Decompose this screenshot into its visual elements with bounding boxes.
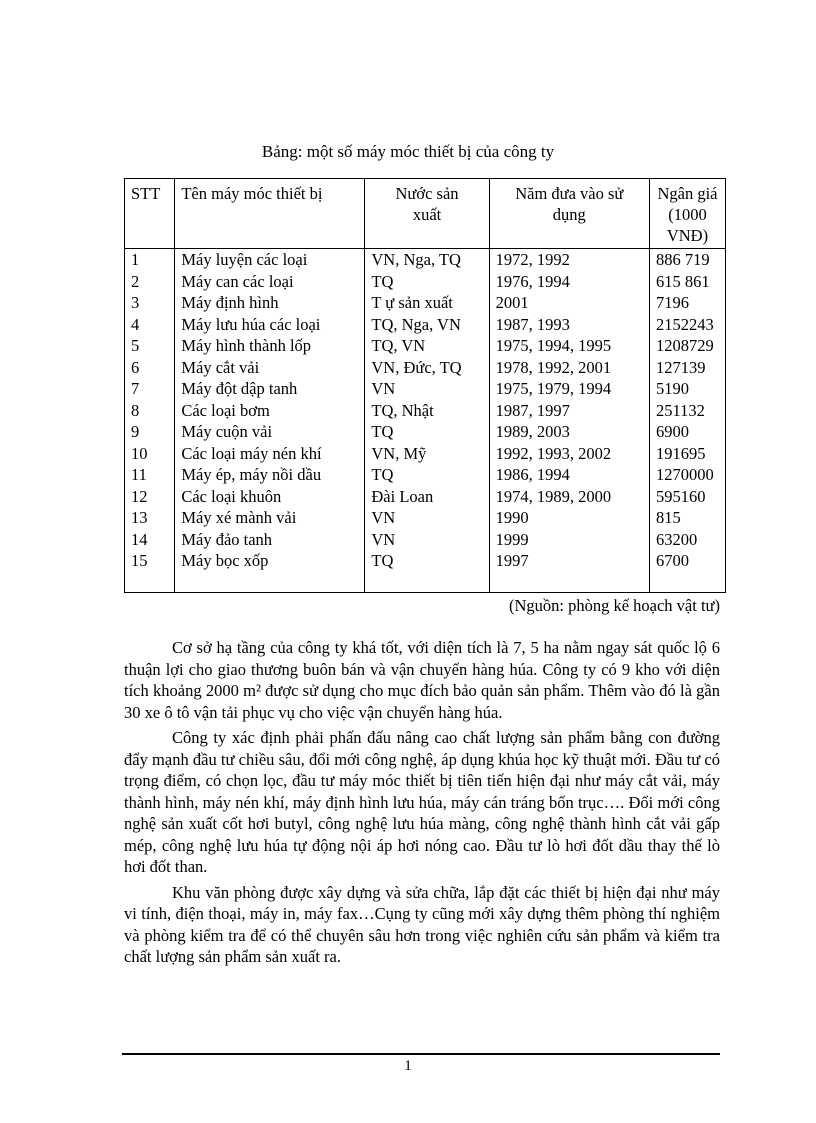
- table-row: [125, 443, 726, 465]
- cell-stt: 2: [125, 271, 175, 293]
- header-country-line: Nước sản: [395, 184, 459, 203]
- table-row: [125, 486, 726, 508]
- cell-price: 6900: [649, 421, 725, 443]
- cell-year: 1974, 1989, 2000: [489, 486, 649, 508]
- cell-name: Máy định hình: [175, 292, 365, 314]
- cell-country: TQ, VN: [365, 335, 489, 357]
- cell-year: 1975, 1994, 1995: [489, 335, 649, 357]
- cell-name: Máy cuộn vải: [175, 421, 365, 443]
- cell-stt: 11: [125, 464, 175, 486]
- cell-price: 191695: [649, 443, 725, 465]
- cell-name: Các loại bơm: [175, 400, 365, 422]
- paragraph: Khu văn phòng được xây dựng và sửa chữa, lắp đặt các thiết bị hiện đại như máy vi tính, điện thoại, máy in, máy fax…Cụng ty cũng mới xây dựng thêm phòng thí nghiệm và phòng kiểm tra để có thể chuyên sâu hơn trong việc nghiên cứu sản phẩm và kiểm tra chất lượng sản phẩm sản xuất ra.: [124, 882, 720, 966]
- cell-year: 1987, 1993: [489, 314, 649, 336]
- header-price-line: (1000: [668, 205, 707, 224]
- cell-stt: 14: [125, 529, 175, 551]
- cell-country: Đài Loan: [365, 486, 489, 508]
- table-row: [125, 335, 726, 357]
- cell-name: Các loại khuôn: [175, 486, 365, 508]
- body-text: [124, 637, 720, 972]
- cell-country: TQ: [365, 271, 489, 293]
- cell-stt: 10: [125, 443, 175, 465]
- cell-price: 251132: [649, 400, 725, 422]
- equipment-table: [124, 178, 726, 593]
- cell-country: TQ, Nhật: [365, 400, 489, 422]
- header-price-line: VNĐ): [666, 226, 709, 245]
- cell-country: VN, Nga, TQ: [365, 249, 489, 271]
- cell-name: Máy bọc xốp: [175, 550, 365, 592]
- header-country: [365, 179, 489, 249]
- table-row: [125, 464, 726, 486]
- cell-price: 1270000: [649, 464, 725, 486]
- cell-price: 615 861: [649, 271, 725, 293]
- table-row: [125, 314, 726, 336]
- cell-stt: 4: [125, 314, 175, 336]
- header-stt: STT: [125, 179, 175, 249]
- cell-stt: 5: [125, 335, 175, 357]
- cell-price: 127139: [649, 357, 725, 379]
- cell-stt: 12: [125, 486, 175, 508]
- table-row: [125, 271, 726, 293]
- table-row: [125, 357, 726, 379]
- cell-stt: 15: [125, 550, 175, 592]
- cell-year: 1986, 1994: [489, 464, 649, 486]
- page-number: 1: [404, 1058, 412, 1074]
- table-row: [125, 378, 726, 400]
- cell-price: 7196: [649, 292, 725, 314]
- cell-year: 1992, 1993, 2002: [489, 443, 649, 465]
- table-row: [125, 421, 726, 443]
- cell-country: VN: [365, 378, 489, 400]
- cell-name: Máy xé mành vải: [175, 507, 365, 529]
- cell-country: VN, Mỹ: [365, 443, 489, 465]
- table-row: [125, 400, 726, 422]
- cell-country: VN: [365, 507, 489, 529]
- cell-year: 1978, 1992, 2001: [489, 357, 649, 379]
- table-row: [125, 249, 726, 271]
- table-caption: Bảng: một số máy móc thiết bị của công ty: [261, 142, 555, 161]
- cell-name: Máy lưu húa các loại: [175, 314, 365, 336]
- header-country-line: xuất: [412, 205, 442, 224]
- cell-year: 1975, 1979, 1994: [489, 378, 649, 400]
- cell-stt: 8: [125, 400, 175, 422]
- table-header-row: [125, 179, 726, 249]
- cell-name: Máy cắt vải: [175, 357, 365, 379]
- cell-country: TQ: [365, 421, 489, 443]
- cell-country: T ự sản xuất: [365, 292, 489, 314]
- cell-country: VN: [365, 529, 489, 551]
- header-year-line: Năm đưa vào sử: [515, 184, 624, 203]
- header-price: [649, 179, 725, 249]
- cell-price: 2152243: [649, 314, 725, 336]
- cell-year: 1997: [489, 550, 649, 592]
- cell-country: VN, Đức, TQ: [365, 357, 489, 379]
- cell-year: 1987, 1997: [489, 400, 649, 422]
- cell-price: 1208729: [649, 335, 725, 357]
- cell-stt: 3: [125, 292, 175, 314]
- header-price-line: Ngân giá: [657, 184, 718, 203]
- cell-country: TQ, Nga, VN: [365, 314, 489, 336]
- cell-year: 1976, 1994: [489, 271, 649, 293]
- cell-stt: 9: [125, 421, 175, 443]
- header-year: [489, 179, 649, 249]
- table-source: (Nguồn: phòng kế hoạch vật tư): [508, 596, 720, 615]
- header-name: Tên máy móc thiết bị: [175, 179, 365, 249]
- cell-country: TQ: [365, 464, 489, 486]
- cell-price: 6700: [649, 550, 725, 592]
- cell-stt: 13: [125, 507, 175, 529]
- cell-name: Máy luyện các loại: [175, 249, 365, 271]
- table-row: [125, 292, 726, 314]
- cell-price: 886 719: [649, 249, 725, 271]
- cell-stt: 1: [125, 249, 175, 271]
- cell-name: Máy ép, máy nồi dầu: [175, 464, 365, 486]
- cell-year: 1999: [489, 529, 649, 551]
- cell-name: Máy đảo tanh: [175, 529, 365, 551]
- cell-year: 1972, 1992: [489, 249, 649, 271]
- cell-year: 1989, 2003: [489, 421, 649, 443]
- cell-name: Máy đột dập tanh: [175, 378, 365, 400]
- cell-year: 2001: [489, 292, 649, 314]
- cell-name: Máy hình thành lốp: [175, 335, 365, 357]
- table-body: [125, 249, 726, 593]
- paragraph: Công ty xác định phải phấn đấu nâng cao chất lượng sản phẩm bằng con đường đẩy mạnh đầu tư chiều sâu, đổi mới công nghệ, áp dụng khúa học kỹ thuật mới. Đầu tư có trọng điểm, có chọn lọc, đầu tư máy móc thiết bị tiên tiến hiện đại như máy cắt vải, máy thành hình, máy nén khí, máy định hình lưu húa, máy cán tráng bốn trục…. Đổi mới công nghệ sản xuất cốt hơi butyl, công nghệ lưu húa màng, công nghệ thành hình cắt vải gấp mép, công nghệ lưu húa tự động nội áp hơi nóng cao. Đầu tư lò hơi đốt dầu thay thế lò hơi đốt than.: [124, 728, 720, 876]
- table-row: [125, 529, 726, 551]
- table-row: [125, 507, 726, 529]
- cell-price: 63200: [649, 529, 725, 551]
- cell-price: 595160: [649, 486, 725, 508]
- cell-price: 815: [649, 507, 725, 529]
- cell-stt: 6: [125, 357, 175, 379]
- footer-divider: [122, 1053, 720, 1055]
- cell-stt: 7: [125, 378, 175, 400]
- paragraph: Cơ sở hạ tầng của công ty khá tốt, với diện tích là 7, 5 ha nằm ngay sát quốc lộ 6 thuận lợi cho giao thương buôn bán và vận chuyển hàng húa. Công ty có 9 kho với diện tích khoảng 2000 m² được sử dụng cho mục đích bảo quản sản phẩm. Thêm vào đó là gần 30 xe ô tô vận tải phục vụ cho việc vận chuyển hàng húa.: [124, 638, 720, 722]
- cell-country: TQ: [365, 550, 489, 592]
- cell-name: Máy can các loại: [175, 271, 365, 293]
- cell-price: 5190: [649, 378, 725, 400]
- cell-year: 1990: [489, 507, 649, 529]
- table-row: [125, 550, 726, 592]
- cell-name: Các loại máy nén khí: [175, 443, 365, 465]
- header-year-line: dụng: [552, 205, 586, 224]
